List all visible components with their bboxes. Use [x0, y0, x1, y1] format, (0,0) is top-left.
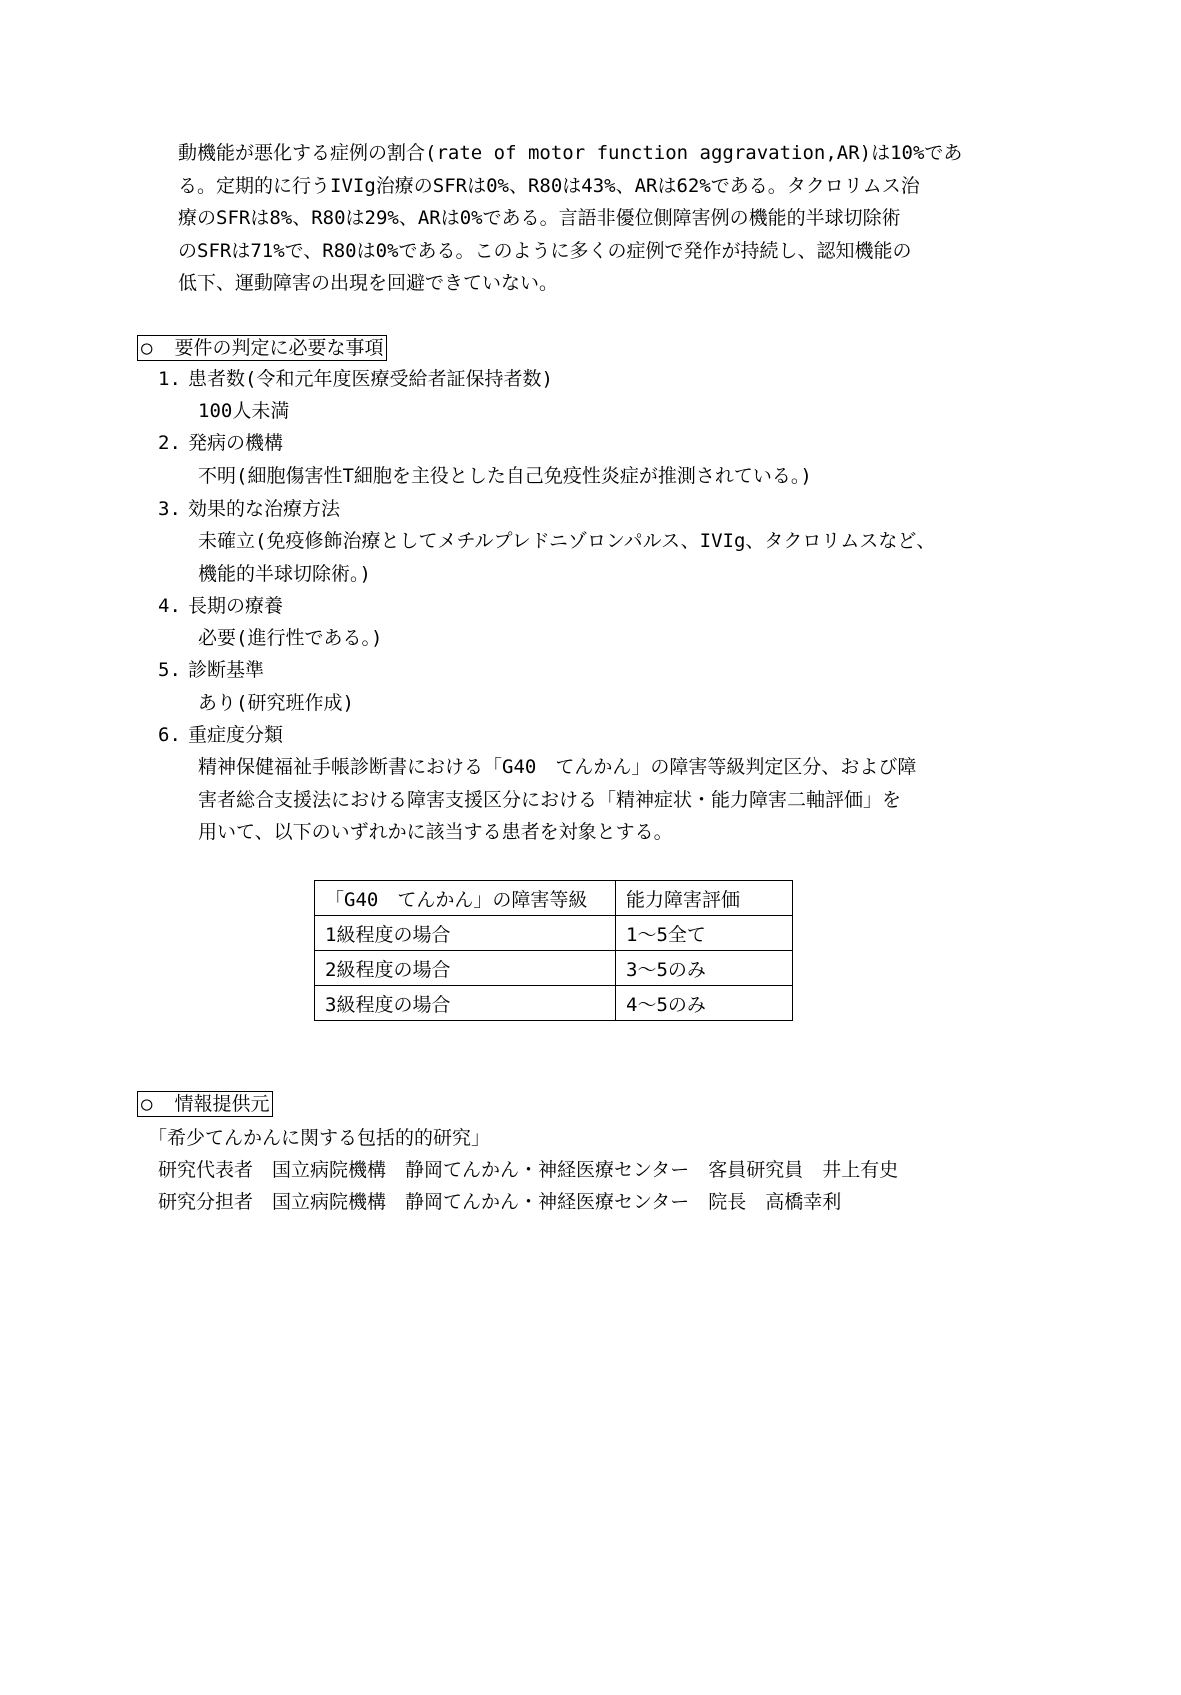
paragraph-line: 低下、運動障害の出現を回避できていない。	[178, 272, 559, 294]
section-title: 要件の判定に必要な事項	[174, 337, 384, 359]
list-item-number: 4.	[158, 595, 181, 617]
circle-marker: ○	[141, 337, 153, 359]
list-item-text: 必要(進行性である。)	[198, 627, 383, 649]
research-title: 「希少てんかんに関する包括的的研究」	[148, 1127, 491, 1149]
list-item-number: 1.	[158, 368, 181, 390]
research-member: 研究分担者 国立病院機構 静岡てんかん・神経医療センター 院長 高橋幸利	[158, 1191, 842, 1213]
severity-table	[314, 880, 793, 1021]
list-item-label: 発病の機構	[188, 432, 284, 454]
table-cell: 3級程度の場合	[315, 986, 616, 1021]
list-item-number: 3.	[158, 498, 181, 520]
list-item-label: 長期の療養	[188, 595, 284, 617]
paragraph-line: 療のSFRは8%、R80は29%、ARは0%である。言語非優位側障害例の機能的半球切除術	[178, 207, 901, 229]
list-item-text: 不明(細胞傷害性T細胞を主役とした自己免疫性炎症が推測されている。)	[198, 465, 812, 487]
list-item-text: 100人未満	[198, 400, 290, 422]
section-heading-info-source	[137, 1091, 273, 1117]
table-cell: 4～5のみ	[616, 986, 793, 1021]
table-row	[315, 916, 793, 951]
section-title: 情報提供元	[174, 1093, 270, 1115]
list-item-label: 効果的な治療方法	[188, 498, 341, 520]
list-item-text: 用いて、以下のいずれかに該当する患者を対象とする。	[198, 821, 673, 843]
table-cell: 3～5のみ	[616, 951, 793, 986]
table-header: 能力障害評価	[616, 881, 793, 916]
table-row	[315, 986, 793, 1021]
list-item-text: 機能的半球切除術。)	[198, 563, 371, 585]
table-cell: 2級程度の場合	[315, 951, 616, 986]
list-item-text: あり(研究班作成)	[198, 692, 354, 714]
list-item-text: 精神保健福祉手帳診断書における「G40 てんかん」の障害等級判定区分、および障	[198, 756, 917, 778]
research-lead: 研究代表者 国立病院機構 静岡てんかん・神経医療センター 客員研究員 井上有史	[158, 1159, 899, 1181]
list-item-text: 未確立(免疫修飾治療としてメチルプレドニゾロンパルス、IVIg、タクロリムスなど、	[198, 530, 936, 552]
table-header-row	[315, 881, 793, 916]
table-cell: 1級程度の場合	[315, 916, 616, 951]
section-heading-requirements	[137, 335, 387, 361]
list-item-number: 2.	[158, 432, 181, 454]
list-item-label: 診断基準	[188, 659, 265, 681]
table-header: 「G40 てんかん」の障害等級	[315, 881, 616, 916]
list-item-number: 6.	[158, 724, 181, 746]
list-item-label: 重症度分類	[188, 724, 284, 746]
paragraph-line: る。定期的に行うIVIg治療のSFRは0%、R80は43%、ARは62%である。タクロリムス治	[178, 175, 920, 197]
list-item-text: 害者総合支援法における障害支援区分における「精神症状・能力障害二軸評価」を	[198, 789, 902, 811]
list-item-label: 患者数(令和元年度医療受給者証保持者数)	[188, 368, 553, 390]
paragraph-line: 動機能が悪化する症例の割合(rate of motor function aggravation,AR)は10%であ	[178, 142, 963, 164]
list-item-number: 5.	[158, 659, 181, 681]
table-cell: 1～5全て	[616, 916, 793, 951]
circle-marker: ○	[141, 1093, 153, 1115]
table-row	[315, 951, 793, 986]
paragraph-line: のSFRは71%で、R80は0%である。このように多くの症例で発作が持続し、認知機能の	[178, 240, 912, 262]
